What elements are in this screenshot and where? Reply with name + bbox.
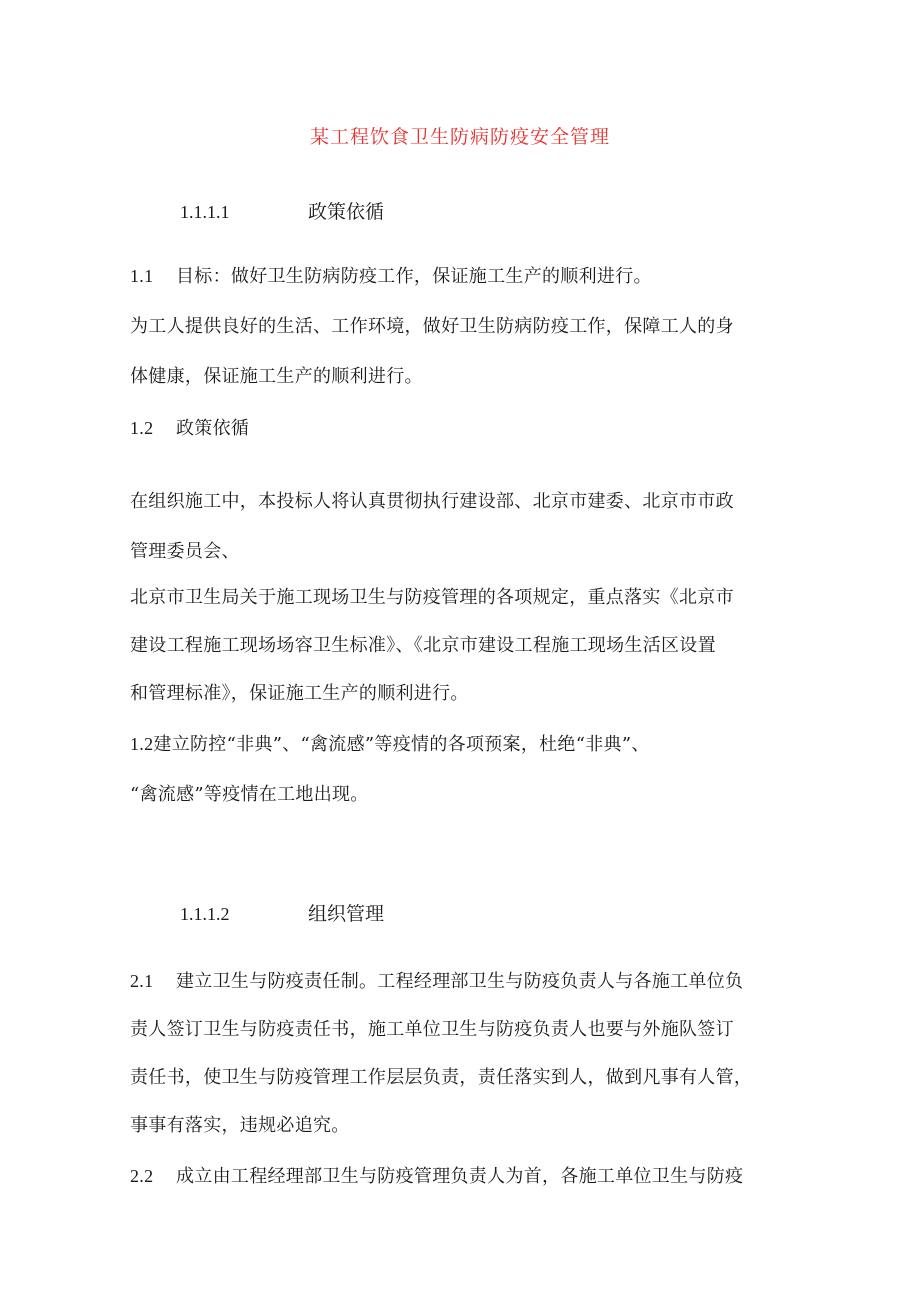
document-title: 某工程饮食卫生防病防疫安全管理 xyxy=(309,126,610,148)
paragraph-line: 事事有落实，违规必追究。 xyxy=(130,1115,350,1136)
paragraph-line: 和管理标准》，保证施工生产的顺利进行。 xyxy=(130,683,469,704)
item-number: 2.2 xyxy=(130,1166,154,1186)
item-text: 建立卫生与防疫责任制。工程经理部卫生与防疫负责人与各施工单位负 xyxy=(176,971,744,992)
section-title: 组织管理 xyxy=(308,903,385,925)
paragraph-line: 在组织施工中，本投标人将认真贯彻执行建设部、北京市建委、北京市市政 xyxy=(130,491,734,512)
list-item-2-1 xyxy=(130,967,743,993)
section-heading-2 xyxy=(180,899,384,926)
paragraph-line: 管理委员会、 xyxy=(130,541,240,562)
paragraph-line: 建设工程施工现场场容卫生标准》、《北京市建设工程施工现场生活区设置 xyxy=(130,635,716,656)
item-number: 1.2 xyxy=(130,418,154,438)
paragraph-line: 责人签订卫生与防疫责任书，施工单位卫生与防疫负责人也要与外施队签订 xyxy=(130,1019,734,1040)
paragraph-line: 责任书，使卫生与防疫管理工作层层负责，责任落实到人，做到凡事有人管， xyxy=(130,1067,753,1088)
item-number: 1.2 xyxy=(130,734,154,754)
section-title: 政策依循 xyxy=(308,201,385,223)
item-number: 2.1 xyxy=(130,971,154,991)
list-item-1-2 xyxy=(130,414,249,440)
item-text: 成立由工程经理部卫生与防疫管理负责人为首，各施工单位卫生与防疫 xyxy=(176,1166,744,1187)
list-item-1-2-epidemic xyxy=(130,730,650,756)
item-text: 目标：做好卫生防病防疫工作，保证施工生产的顺利进行。 xyxy=(176,266,652,287)
section-number: 1.1.1.2 xyxy=(180,904,230,924)
item-number: 1.1 xyxy=(130,266,154,286)
paragraph-line: “禽流感”等疫情在工地出现。 xyxy=(130,784,369,805)
list-item-2-2 xyxy=(130,1162,743,1188)
item-text: 建立防控“非典”、“禽流感”等疫情的各项预案，杜绝“非典”、 xyxy=(153,734,650,755)
section-heading-1 xyxy=(180,197,384,224)
section-number: 1.1.1.1 xyxy=(180,202,230,222)
item-text: 政策依循 xyxy=(176,418,250,439)
paragraph-line: 北京市卫生局关于施工现场卫生与防疫管理的各项规定，重点落实《北京市 xyxy=(130,587,734,608)
paragraph-line: 为工人提供良好的生活、工作环境，做好卫生防病防疫工作，保障工人的身 xyxy=(130,316,734,337)
list-item-1-1 xyxy=(130,262,652,288)
paragraph-line: 体健康，保证施工生产的顺利进行。 xyxy=(130,366,423,387)
